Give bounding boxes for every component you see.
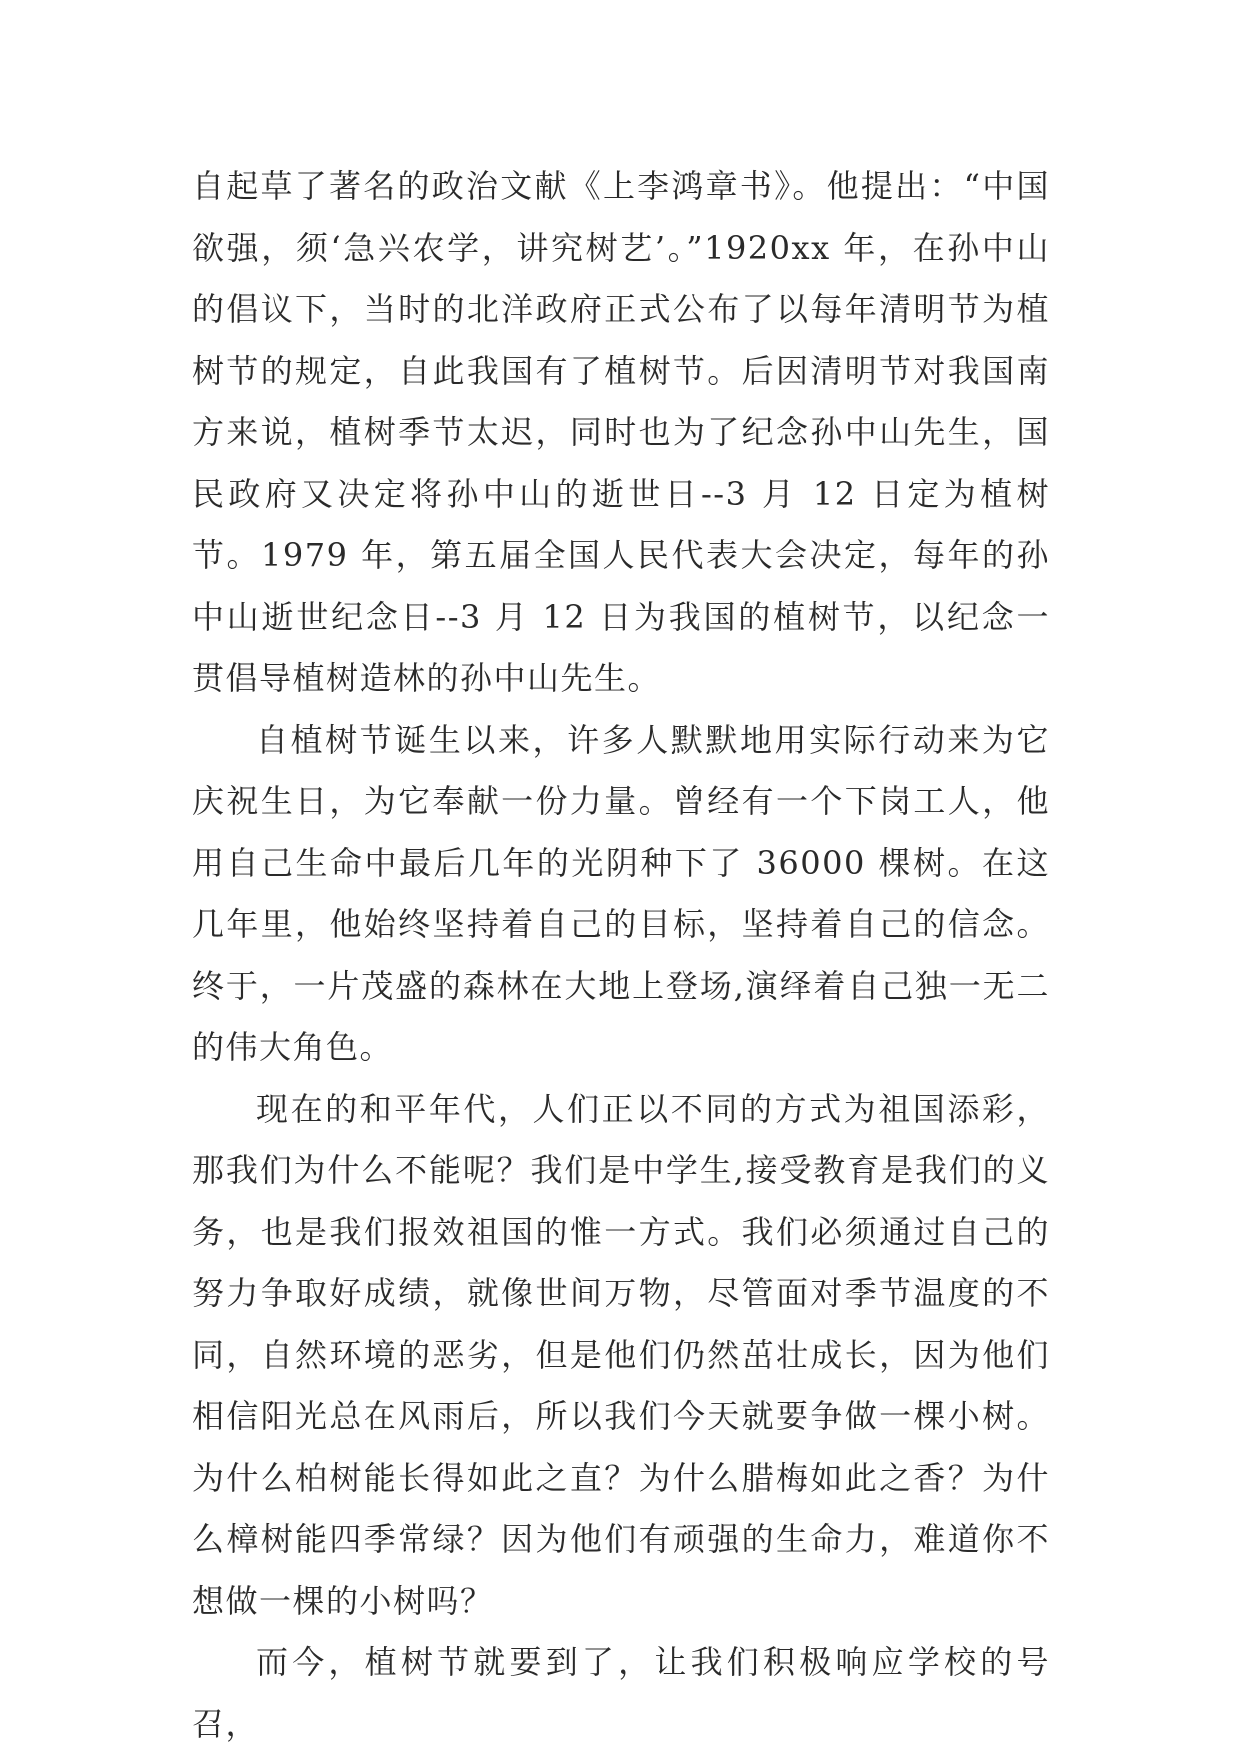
- paragraph-1: 自起草了著名的政治文献《上李鸿章书》。他提出：“中国欲强，须‘急兴农学，讲究树艺’。”1920xx 年，在孙中山的倡议下，当时的北洋政府正式公布了以每年清明节为植树节的规定，自此我国有了植树节。后因清明节对我国南方来说，植树季节太迟，同时也为了纪念孙中山先生，国民政府又决定将孙中山的逝世日--3 月 12 日定为植树节。1979 年，第五届全国人民代表大会决定，每年的孙中山逝世纪念日--3 月 12 日为我国的植树节，以纪念一贯倡导植树造林的孙中山先生。: [192, 167, 1050, 697]
- paragraph-2: 自植树节诞生以来，许多人默默地用实际行动来为它庆祝生日，为它奉献一份力量。曾经有一个下岗工人，他用自己生命中最后几年的光阴种下了 36000 棵树。在这几年里，他始终坚持着自己的目标，坚持着自己的信念。终于，一片茂盛的森林在大地上登场,演绎着自己独一无二的伟大角色。: [192, 720, 1050, 1066]
- paragraph-4: 而今，植树节就要到了，让我们积极响应学校的号召，: [192, 1643, 1050, 1743]
- paragraph-3: 现在的和平年代，人们正以不同的方式为祖国添彩，那我们为什么不能呢？我们是中学生,接受教育是我们的义务，也是我们报效祖国的惟一方式。我们必须通过自己的努力争取好成绩，就像世间万物，尽管面对季节温度的不同，自然环境的恶劣，但是他们仍然茁壮成长，因为他们相信阳光总在风雨后，所以我们今天就要争做一棵小树。为什么柏树能长得如此之直？为什么腊梅如此之香？为什么樟树能四季常绿？因为他们有顽强的生命力，难道你不想做一棵的小树吗？: [192, 1089, 1050, 1620]
- document-body: [192, 156, 1050, 1755]
